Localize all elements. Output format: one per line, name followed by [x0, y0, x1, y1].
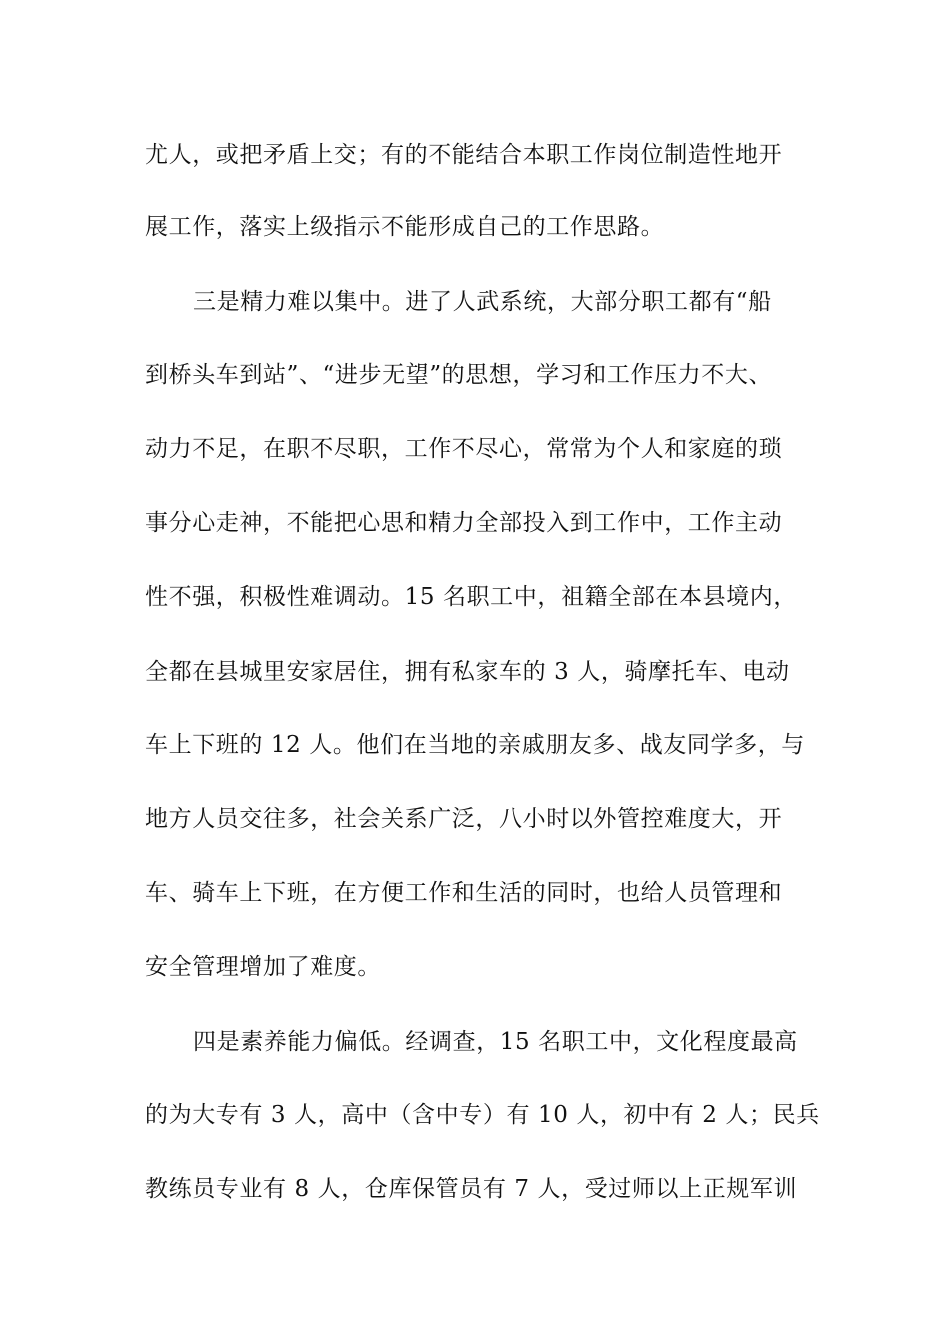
text-line-9: 车上下班的 12 人。他们在当地的亲戚朋友多、战友同学多，与: [145, 732, 805, 758]
paragraph-3-line-1: 三是精力难以集中。进了人武系统，大部分职工都有“船: [193, 289, 772, 315]
text-line-2: 展工作，落实上级指示不能形成自己的工作思路。: [145, 214, 665, 240]
text-line-10: 地方人员交往多，社会关系广泛，八小时以外管控难度大，开: [145, 806, 783, 832]
text-line-7: 性不强，积极性难调动。15 名职工中，祖籍全部在本县境内，: [145, 584, 797, 610]
text-line-12: 安全管理增加了难度。: [145, 954, 381, 980]
text-line-5: 动力不足，在职不尽职，工作不尽心，常常为个人和家庭的琐: [145, 436, 783, 462]
text-line-14: 的为大专有 3 人，高中（含中专）有 10 人，初中有 2 人；民兵: [145, 1102, 820, 1128]
text-line-15: 教练员专业有 8 人，仓库保管员有 7 人，受过师以上正规军训: [145, 1176, 798, 1202]
paragraph-4-line-1: 四是素养能力偏低。经调查，15 名职工中，文化程度最高: [193, 1029, 798, 1055]
text-line-11: 车、骑车上下班，在方便工作和生活的同时，也给人员管理和: [145, 880, 783, 906]
text-line-8: 全都在县城里安家居住，拥有私家车的 3 人，骑摩托车、电动: [145, 659, 790, 685]
text-line-6: 事分心走神，不能把心思和精力全部投入到工作中，工作主动: [145, 510, 783, 536]
text-line-4: 到桥头车到站”、“进步无望”的思想，学习和工作压力不大、: [145, 362, 773, 388]
text-line-1: 尤人，或把矛盾上交；有的不能结合本职工作岗位制造性地开: [145, 142, 783, 168]
